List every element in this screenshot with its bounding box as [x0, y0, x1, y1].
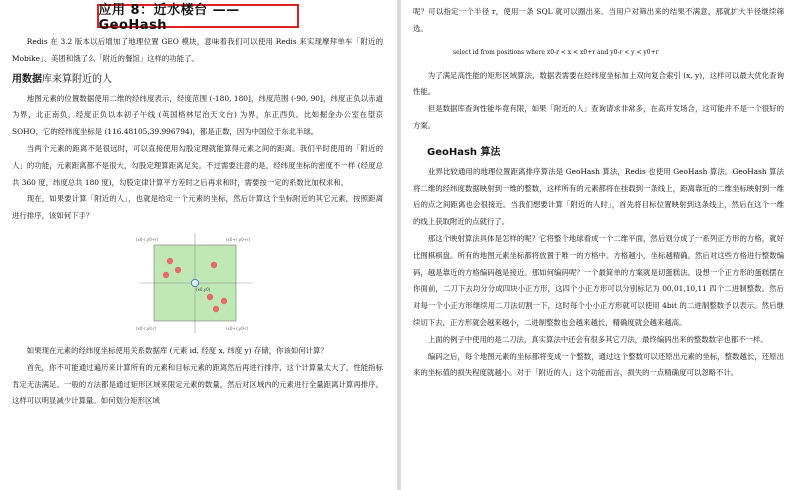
paragraph-encoding: 编码之后，每个地图元素的坐标都将变成一个整数，通过这个整数可以还原出元素的坐标，整数越长，还原出来的坐标值的损失程度就越小。对于「附近的人」这个功能而言，损失的一点精确度可以忽略不计。	[413, 351, 784, 378]
element-point	[213, 306, 219, 312]
paragraph-pythagoras: 当两个元素的距离不是很远时，可以直接使用勾股定理就能算得元素之间的距离。我们平时使用的「附近的人」的功能，元素距离都不是很大，勾股定理算距离足矣。不过需要注意的是，经纬度坐标的密度不一样 (经度总共 360 度，纬度总共 180 度)，勾股定律计算平方差时之后再求和时，需要按一定的系数比加权求和。	[12, 143, 383, 187]
chapter-title: 应用 8：近水楼台 —— GeoHash	[97, 4, 299, 28]
paragraph-coordinates: 地图元素的位置数据使用二维的经纬度表示，经度范围 (-180, 180]，纬度范围 (-90, 90]，纬度正负以赤道为界，北正南负，经度正负以本初子午线 (英国格林尼治天文台) 为界，东正西负。比如掘金办公室在望京 SOHO，它的经纬度坐标是 (116.48105,39.996794)，都是正数，因为中国位于东北半球。	[12, 93, 383, 137]
paragraph-question: 现在，如果要计算「附近的人」，也就是给定一个元素的坐标，然后计算这个坐标附近的其它元素，按照距离进行排序，该如何下手？	[12, 194, 383, 221]
element-point	[175, 267, 181, 273]
center-point	[191, 279, 198, 286]
paragraph-index: 为了满足高性能的矩形区域算法，数据表需要在经纬度坐标加上双向复合索引 (x, y)，这样可以最大优化查询性能。	[413, 70, 784, 97]
heading-normal-part: 库来算附近的人	[42, 73, 112, 85]
element-point	[163, 272, 169, 278]
label-top-left: (x0-r,y0+r)	[136, 236, 159, 242]
paragraph-two-cut-method: 上面的例子中使用的是二刀法，真实算法中还会有很多其它刀法，最终编码出来的整数数字也都不一样。	[427, 334, 768, 344]
element-point	[211, 262, 217, 268]
rectangle-diagram-svg	[130, 231, 260, 335]
left-page	[0, 0, 397, 490]
right-page	[401, 0, 798, 490]
label-bottom-left: (x0-r,y0-r)	[136, 325, 157, 331]
element-point	[167, 258, 173, 264]
section-heading-geohash: GeoHash 算法	[427, 146, 501, 158]
intro-paragraph: Redis 在 3.2 版本以后增加了地理位置 GEO 模块，意味着我们可以使用 Redis 来实现摩拜单车「附近的 Mobike」、美团和饿了么「附近的餐馆」这样的功能了。	[12, 37, 383, 63]
paragraph-performance: 但是数据库查询性能毕竟有限，如果「附近的人」查询请求非常多，在高并发场合，这可能并不是一个很好的方案。	[413, 104, 784, 130]
heading-bold-part: 用数据	[12, 73, 42, 85]
element-point	[221, 298, 227, 304]
label-bottom-right: (x0+r,y0-r)	[226, 325, 249, 331]
element-point	[207, 294, 213, 300]
label-center: (x0,y0)	[196, 286, 211, 292]
paragraph-rectangle-method: 首先，你不可能通过遍历来计算所有的元素和目标元素的距离然后再进行排序，这个计算量太大了，性能指标肯定无法满足。一般的方法都是通过矩形区域来限定元素的数量，然后对区域内的元素进行全量距离计算再排序。这样可以明显减少计算量。如何划分矩形区域	[12, 362, 383, 406]
paragraph-geohash-intro: 业界比较通用的地理位置距离排序算法是 GeoHash 算法，Redis 也使用 GeoHash 算法。GeoHash 算法将二维的经纬度数据映射到一维的整数，这样所有的元素都将在挂载到一条线上，距离靠近的二维坐标映射到一维后的点之间距离也会很接近。当我们想要计算「附近的人时」，首先将目标位置映射到这条线上，然后在这个一维的线上获取附近的点就行了。	[413, 166, 784, 227]
rectangle-diagram	[130, 231, 260, 335]
sql-statement: select id from positions where x0-r < x < x0+r and y0-r < y < y0+r	[453, 48, 659, 56]
paragraph-mapping-algorithm: 那这个映射算法具体是怎样的呢？它将整个地球看成一个二维平面，然后划分成了一系列正方形的方格，就好比围棋棋盘。所有的地图元素坐标都将放置于唯一的方格中。方格越小，坐标越精确。然后对这些方格进行整数编码，越是靠近的方格编码越是接近。那如何编码呢？一个最简单的方案就是切蛋糕法。设想一个正方形的蛋糕摆在你面前，二刀下去均分分成四块小正方形，这四个小正方形可以分别标记为 00,01,10,11 四个二进制整数。然后对每一个小正方形继续用二刀法切割一下，这时每个小小正方形就可以使用 4bit 的二进制整数予以表示。然后继续切下去，正方形就会越来越小，二进制整数也会越来越长，精确度就会越来越高。	[413, 233, 784, 327]
section-heading-database	[12, 73, 383, 87]
paragraph-radius: 呢？可以指定一个半径 r，使用一条 SQL 就可以圈出来。当用户对筛出来的结果不满意，那就扩大半径继续筛选。	[413, 7, 784, 33]
label-top-right: (x0+r,y0+r)	[226, 236, 251, 242]
paragraph-relational-db: 如果现在元素的经纬度坐标使用关系数据库 (元素 id, 经度 x, 纬度 y) 存储，你该如何计算？	[26, 345, 328, 355]
